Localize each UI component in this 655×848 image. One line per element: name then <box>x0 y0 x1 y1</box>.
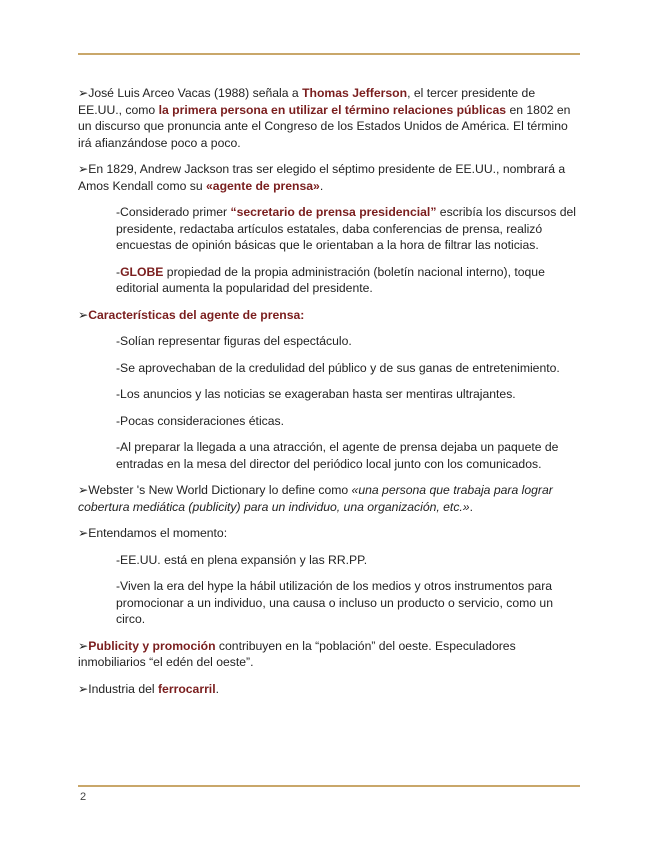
paragraph-p2 <box>78 161 578 194</box>
text-run: Industria del <box>88 681 158 696</box>
highlighted-term: ferrocarril <box>158 681 216 696</box>
text-run: . <box>319 178 324 193</box>
text-run: -Al preparar la llegada a una atracción, el agente de prensa dejaba un paquete de entradas en la mesa del director del periódico local junto con los comunicados. <box>116 440 559 471</box>
paragraph-p11 <box>78 482 578 515</box>
text-run: -Considerado primer <box>116 205 231 219</box>
highlighted-term: la primera persona en utilizar el término relaciones públicas <box>158 102 507 117</box>
text-run: escribía los discursos del presidente, redactaba artículos estatales, daba conferencias de prensa, realizó encuestas de opinión básicas que le orientaban a la hora de filtrar las noticias. <box>116 205 576 252</box>
text-run: propiedad de la propia administración (boletín nacional interno), toque editorial aumenta la popularidad del presidente. <box>116 264 545 295</box>
paragraph-p7 <box>116 360 578 377</box>
paragraph-p12 <box>78 525 578 542</box>
paragraph-p6 <box>116 333 578 350</box>
paragraph-p8 <box>116 386 578 403</box>
text-run: - <box>116 264 121 279</box>
paragraph-p13 <box>116 552 578 569</box>
highlighted-term: GLOBE <box>120 264 164 279</box>
highlighted-term: Thomas Jefferson <box>302 86 408 100</box>
text-run: -Viven la era del hype la hábil utilización de los medios y otros instrumentos para promocionar a un individuo, una causa o incluso un producto o servicio, como un circo. <box>116 579 553 626</box>
paragraph-p5 <box>78 307 578 324</box>
paragraph-p16 <box>78 681 578 698</box>
highlighted-term: «agente de prensa» <box>206 178 320 193</box>
text-run: contribuyen en la “población” del oeste. Especuladores inmobiliarios “el edén del oeste”. <box>78 638 516 669</box>
highlighted-term: Publicity y promoción <box>88 638 216 653</box>
text-run: en 1802 en un discurso que pronuncia ante el Congreso de los Estados Unidos de América. El término irá afianzándose poco a poco. <box>78 102 571 150</box>
text-run: -EE.UU. está en plena expansión y las RR.PP. <box>116 552 368 567</box>
bullet-arrow-icon: ➢ <box>78 681 89 696</box>
paragraph-p15 <box>78 638 578 671</box>
text-run: , el tercer presidente de EE.UU., como <box>78 86 536 117</box>
bullet-arrow-icon: ➢ <box>78 526 89 540</box>
paragraph-p9 <box>116 413 578 430</box>
text-run: Entendamos el momento: <box>88 526 228 540</box>
paragraph-p14 <box>116 578 578 628</box>
text-run: Webster 's New World Dictionary lo define como <box>88 483 352 497</box>
bullet-arrow-icon: ➢ <box>78 86 89 100</box>
highlighted-term: Características del agente de prensa: <box>88 307 305 322</box>
text-run: José Luis Arceo Vacas (1988) señala a <box>88 86 303 100</box>
footer-rule <box>78 785 580 787</box>
bullet-arrow-icon: ➢ <box>78 162 89 176</box>
text-run: -Solían representar figuras del espectáculo. <box>116 334 352 348</box>
text-run: . <box>215 681 219 696</box>
page-number: 2 <box>80 791 87 803</box>
highlighted-term: “secretario de prensa presidencial” <box>230 205 437 219</box>
document-body <box>78 85 578 707</box>
text-run: -Se aprovechaban de la credulidad del público y de sus ganas de entretenimiento. <box>116 360 560 375</box>
bullet-arrow-icon: ➢ <box>78 307 89 322</box>
header-rule <box>78 53 580 55</box>
bullet-arrow-icon: ➢ <box>78 638 89 653</box>
paragraph-p1 <box>78 85 578 151</box>
text-run: En 1829, Andrew Jackson tras ser elegido el séptimo presidente de EE.UU., nombrará a Amos Kendall como su <box>78 162 566 193</box>
text-run: . <box>469 499 473 514</box>
italic-quote: «una persona que trabaja para lograr cobertura mediática (publicity) para un individuo, una organización, etc.» <box>78 483 553 514</box>
paragraph-p4 <box>116 264 578 297</box>
bullet-arrow-icon: ➢ <box>78 483 89 497</box>
paragraph-p3 <box>116 204 578 254</box>
text-run: -Los anuncios y las noticias se exageraban hasta ser mentiras ultrajantes. <box>116 387 516 401</box>
text-run: -Pocas consideraciones éticas. <box>116 413 285 428</box>
paragraph-p10 <box>116 439 578 472</box>
